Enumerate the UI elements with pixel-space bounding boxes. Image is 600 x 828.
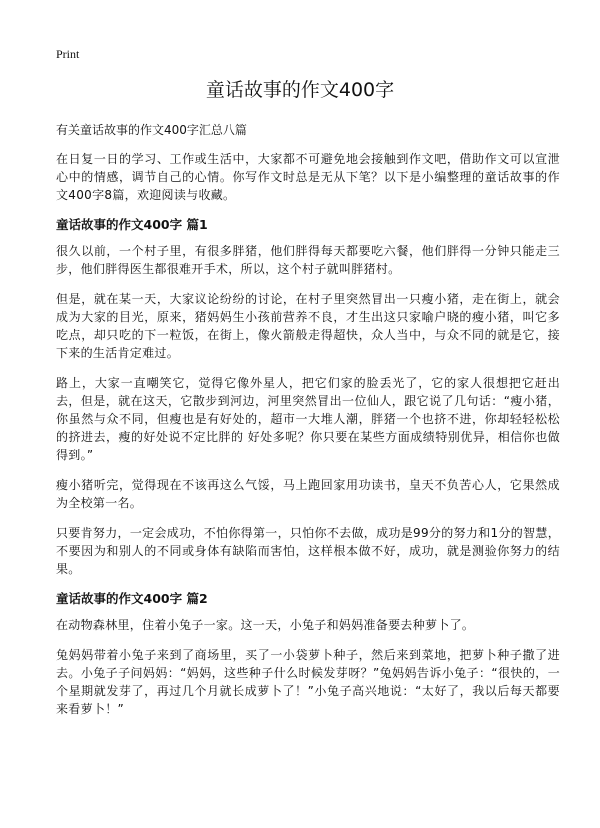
paragraph: 瘦小猪听完，觉得现在不该再这么气馁，马上跑回家用功读书，皇天不负苦心人，它果然成为全校第一名。 — [56, 478, 560, 510]
paragraph: 路上，大家一直嘲笑它，觉得它像外星人，把它们家的脸丢光了，它的家人很想把它赶出去，但是，就在这天，它散步到河边，河里突然冒出一位仙人，跟它说了几句话：“瘦小猪，你虽然与众不同，但瘦也是有好处的，超市一大堆人潮，胖猪一个也挤不进，你却轻轻松松的挤进去，瘦的好处说不定比胖的 好处多呢？你只要在某些方面成绩特别优异，相信你也做得到。” — [56, 376, 560, 462]
paragraph: 在动物森林里，住着小兔子一家。这一天，小兔子和妈妈准备要去种萝卜了。 — [56, 618, 475, 632]
print-link[interactable]: Print — [56, 47, 80, 61]
article-subtitle: 有关童话故事的作文400字汇总八篇 — [56, 123, 247, 137]
paragraph: 只要肯努力，一定会成功，不怕你得第一，只怕你不去做，成功是99分的努力和1分的智慧，不要因为和别人的不同或身体有缺陷而害怕，这样根本做不好，成功，就是测验你努力的结果。 — [56, 526, 560, 576]
intro-paragraph: 在日复一日的学习、工作或生活中，大家都不可避免地会接触到作文吧，借助作文可以宣泄心中的情感，调节自己的心情。你写作文时总是无从下笔？以下是小编整理的童话故事的作文400字8篇，欢迎阅读与收藏。 — [56, 152, 560, 202]
paragraph: 很久以前，一个村子里，有很多胖猪，他们胖得每天都要吃六餐，他们胖得一分钟只能走三步，他们胖得医生都很难开手术，所以，这个村子就叫胖猪村。 — [56, 244, 560, 276]
article-body — [56, 121, 560, 730]
section-heading-1: 童话故事的作文400字 篇1 — [56, 217, 208, 232]
paragraph: 兔妈妈带着小兔子来到了商场里，买了一小袋萝卜种子，然后来到菜地，把萝卜种子撒了进去。小兔子子问妈妈：“妈妈，这些种子什么时候发芽呀？”兔妈妈告诉小兔子：“很快的，一个星期就发芽了，再过几个月就长成萝卜了！”小兔子高兴地说：“太好了，我以后每天都要来看萝卜！” — [56, 648, 560, 716]
page-title: 童话故事的作文400字 — [205, 79, 395, 101]
paragraph: 但是，就在某一天，大家议论纷纷的讨论，在村子里突然冒出一只瘦小猪，走在街上，就会成为大家的目光，原来，猪妈妈生小孩前营养不良，才生出这只家喻户晓的瘦小猪，叫它多吃点，却只吃的下一粒饭，在街上，像火箭般走得超快，众人当中，与众不同的就是它，接下来的生活肯定难过。 — [56, 292, 560, 360]
section-heading-2: 童话故事的作文400字 篇2 — [56, 591, 208, 606]
